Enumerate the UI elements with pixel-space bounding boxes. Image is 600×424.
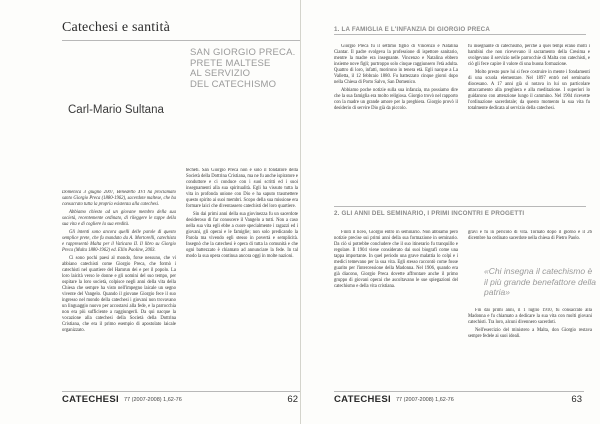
right-s2-column-2 — [468, 230, 592, 260]
right-s1-column-1 — [334, 44, 458, 174]
right-s1-column-2 — [468, 44, 590, 180]
body-para: Ci sono pochi paesi al mondo, forse nessuno, che vi abbiano catechisti come Giorgio Preca, che formò i catechisti nel quartiere del Hamrun dei e per il popolo. La loro laicità verso le donne e gli uomini del suo tempo, per ospitare la loro società, colpisce negli anni della vita della Chiesa che sempre ha visto nell'impegno laicale un segno vivente del Vangelo. Quando il giovane Giorgio fece il suo ingresso nel mondo della catechesi i giovani non trovavano un linguaggio nuovo per accostarsi alla fede, e la parrocchia non era più sufficiente a raggiungerli. Da qui nacque la vocazione alla catechesi della Società della Dottrina Cristiana, che era il primo esempio di apostolato laicale organizzato. — [62, 255, 176, 334]
body-para: Molto presto pure lui si fece costruire in mente i fondamenti di una scuola elementare. Nel 1897 entrò nel seminario diocesano. A 17 anni già si notava in lui un particolare attaccamento alla preghiera e alla meditazione. I superiori lo guidarono con attenzione lungo il cammino. Nel 1904 ricevette l'ordinazione sacerdotale; da questo momento la sua vita fu totalmente dedicata al servizio della catechesi. — [468, 69, 590, 112]
page-number: 63 — [571, 394, 582, 405]
body-para: Nell'esercizio del ministero a Malta, don Giorgio restava sempre fedele ai suoi ideali. — [468, 327, 592, 339]
article-author: Carl-Mario Sultana — [68, 104, 164, 116]
section-1-title: 1. LA FAMIGLIA E L'INFANZIA DI GIORGIO PRECA — [334, 26, 491, 33]
left-column-2 — [186, 168, 298, 385]
section-header: Catechesi e santità — [62, 20, 170, 35]
abstract-para: Abbiamo chiesto ad un giovane membro della sua società, recentemente ordinato, di rileggere le tappe della sua vita e di cogliere la sua eredità. — [62, 209, 176, 228]
section-2-title: 2. GLI ANNI DEL SEMINARIO, I PRIMI INCONTRI E PROGETTI — [334, 210, 525, 217]
footer-issue: 77 (2007-2008) 1,62-76 — [124, 397, 182, 403]
left-footer — [62, 391, 300, 408]
body-para: Abbiamo poche notizie sulla sua infanzia, ma possiamo dire che la sua famiglia era molto religiosa. Giorgio trovò nel rapporto con la madre un grande amore per la preghiera. Giorgio provò il desiderio di servire Dio già da piccolo. — [334, 88, 458, 112]
section-rule — [334, 206, 586, 207]
footer-issue: 77 (2007-2008) 1,62-76 — [396, 397, 454, 403]
right-s2-column-2b — [468, 308, 592, 386]
body-para: techeti. San Giorgio Preca non è solo il fondatore della Società della Dottrina Cristiana, ma ne fu anche ispiratore e conduttore e ci conduce con i suoi scritti ed i suoi insegnamenti alla sua spiritualità. Egli ha vissuto tutta la vita in profonda unione con Dio e ha saputo trasmettere questo spirito ai suoi membri. Scopo della sua missione era formare laici che diventassero catechisti del loro quartiere. — [186, 168, 298, 210]
body-para: fu insegnante di catechismo, perché a quei tempi erano molti i bambini che non ricevevano il sacramento della Cresima e svolgevano il servizio nelle parrocchie di Malta con catechisti, e ciò gli fece capire il valore di una buona formazione. — [468, 44, 590, 68]
right-footer — [334, 391, 584, 408]
article-title: SAN GIORGIO PRECA. PRETE MALTESE AL SERVIZIO DEL CATECHISMO — [190, 47, 296, 90]
header-rule — [334, 34, 586, 35]
abstract-para: Gli intenti sono ancora quelli delle parole di questo semplice prete, che fu mandato da A. Mortorelli, catechista e rappresentò Malta per il Vaticano II. Il libro su Giorgio Preca (Malta 1880-1962) ed. Ellin Paoline, 2003. — [62, 229, 176, 254]
body-para: Sin dai primi anni della sua giovinezza fu un sacerdote desideroso di far conoscere il Vangelo a tutti. Non a caso nella sua vita egli ebbe a cuore specialmente i ragazzi ed i giovani, gli operai e le famiglie; non solo predicando la Parola ma vivendo egli stesso in povertà e semplicità. Insegnò che la catechesi è opera di tutta la comunità e che ogni battezzato è chiamato ad annunciare la fede. In tal modo la sua opera continua ancora oggi in molte nazioni. — [186, 212, 298, 260]
page-number: 62 — [287, 394, 298, 405]
right-s2-column-1 — [334, 230, 458, 386]
footer-magazine: CATECHESI — [62, 394, 119, 405]
body-para: gravi e fu in pericolo di vita. Tornato dopo il giorno e il 26 dicembre ha ordinato sacerdote nella chiesa di Pietro Paolo. — [468, 230, 592, 242]
body-para: Giorgio Preca fu il settimo figlio di Vincenzo e Natalina Ciantar. Il padre svolgeva la professione di ispettore sanitario, mentre la madre era insegnante. Vincenzo e Natalina ebbero insieme nove figli; purtroppo solo cinque raggiunsero l'età adulta. Quattro di loro, infatti, morirono in tenera età. Egli nacque a La Valletta, il 12 febbraio 1880. Fu battezzato cinque giorni dopo nella Chiesa di Porto Salvo, San Domenico. — [334, 44, 458, 86]
pull-quote: «Chi insegna il catechismo è il più grande benefattore della patria» — [484, 266, 596, 297]
body-para: Finiti il liceo, Giorgio entrò in seminario. Non abbiamo però notizie precise sui primi anni della sua formazione in seminario. Da ciò si potrebbe concludere che il suo itinerario fu tranquillo e regolare. Il 1904 viene considerato dai suoi biografi come una tappa importante. In quel periodo una grave malattia lo colpì e i medici temevano per la sua vita. Egli stesso raccontò come fosse guarito per l'intercessione della Madonna. Nel 1906, quando era già diacono, Giorgio Preca dovette affrontare anche il primo gruppo di giovani operai che ascoltavano le sue spiegazioni del catechismo e della vita cristiana. — [334, 230, 458, 290]
body-para: Fin dai primi anni, il 1 luglio 1910, fu consacrato alla Madonna e fu chiamato a dedicare la sua vita con molti giovani catechisti. Tra loro, alcuni divennero sacerdoti. — [468, 308, 592, 326]
left-column-1 — [62, 190, 176, 385]
abstract-para: Domenica 3 giugno 2007, Benedetto XVI ha proclamato santo Giorgio Preca (1880-1962), sacerdote maltese, che ha consacrato tutta la propria esistenza alla catechesi. — [62, 190, 176, 208]
header-rule — [62, 40, 300, 41]
footer-magazine: CATECHESI — [334, 394, 391, 405]
